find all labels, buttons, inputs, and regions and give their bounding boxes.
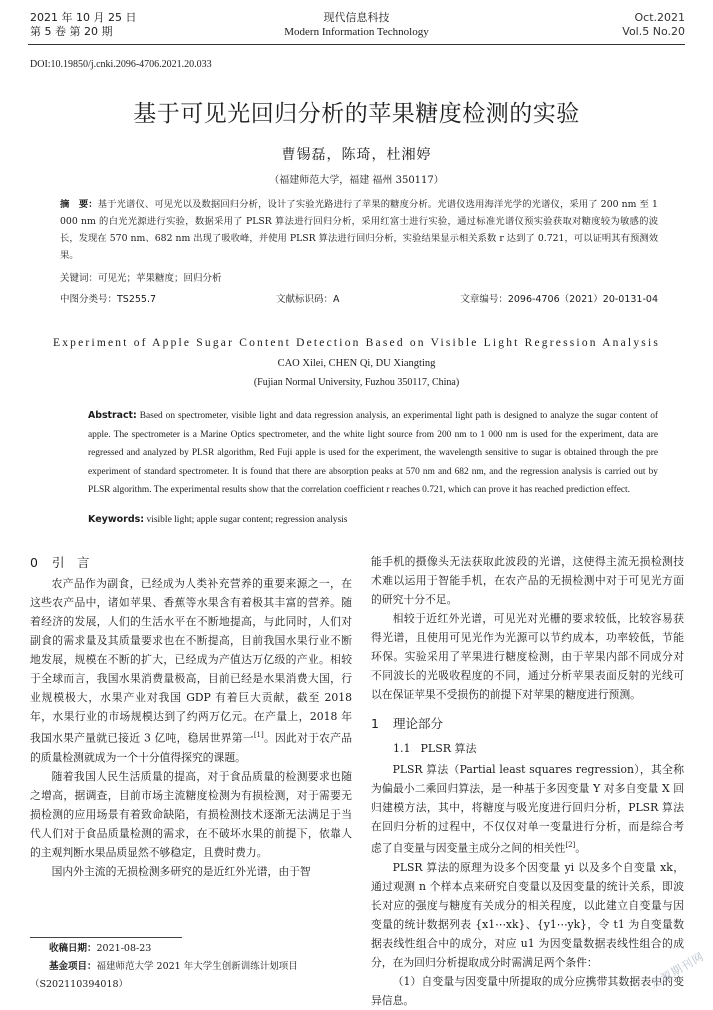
- document-code: 文献标识码：A: [276, 294, 340, 305]
- header-right: [622, 11, 685, 39]
- affiliation-cn: （福建师范大学，福建 福州 350117）: [269, 175, 444, 186]
- journal-name-cn: 现代信息科技: [323, 11, 390, 24]
- section-1-1-number: 1.1: [393, 742, 411, 755]
- abstract-en-label: Abstract:: [88, 410, 137, 421]
- intro-paragraph-4: 相较于近红外光谱，可见光对光栅的要求较低，比较容易获得光谱，且使用可见光作为光源可以节约成本，功率较低，节能环保。实验采用了苹果进行糖度检测，由于苹果内部不同成分对不同波长的光吸收程度的不同，通过分析苹果表面反射的光线可以在保证苹果不受损伤的前提下对苹果的糖度进行预测。: [371, 612, 684, 701]
- header-issue-cn: 第 5 卷 第 20 期: [30, 25, 113, 38]
- left-column: [30, 574, 352, 881]
- keywords-cn: [60, 270, 222, 284]
- plsr-paragraph-2: PLSR 算法的原理为设多个因变量 yi 以及多个自变量 xk，通过观测 n 个样本点来研究自变量以及因变量的统计关系，即波长对应的强度与糖度有关成分的相关程度，以此建立自变量与因变量的统计数据列表 {x1⋯xk}、{y1⋯yk}，令 t1 为自变量数据表线性组合中的成分，对应 u1 为因变量数据表线性组合的成分，在为回归分析提取成分时需满足两个条件：: [371, 860, 684, 969]
- section-0-heading: [30, 553, 89, 571]
- paper-title-en: Experiment of Apple Sugar Content Detection Based on Visible Light Regression Analysis: [52, 337, 661, 349]
- doi: DOI:10.19850/j.cnki.2096-4706.2021.20.033: [30, 59, 212, 70]
- abstract-en: [88, 407, 658, 500]
- journal-name-en: Modern Information Technology: [284, 26, 429, 38]
- affiliation-en: (Fujian Normal University, Fuzhou 350117, China): [253, 377, 460, 388]
- received-label: 收稿日期：: [49, 943, 97, 954]
- header-date-en: Oct.2021: [634, 11, 685, 24]
- header-rule: [28, 44, 685, 45]
- keywords-cn-label: 关键词：: [60, 273, 99, 284]
- footnote-rule: [30, 937, 182, 938]
- header-left: [30, 11, 136, 39]
- footnote-fund: [30, 958, 352, 994]
- paper-title-cn: 基于可见光回归分析的苹果糖度检测的实验: [133, 101, 580, 127]
- keywords-cn-text: 可见光；苹果糖度；回归分析: [98, 273, 222, 284]
- footnote-received: [30, 940, 352, 958]
- section-1-heading: [371, 714, 684, 733]
- header-center: [230, 11, 483, 39]
- fund-text: 福建师范大学 2021 年大学生创新训练计划项目（S202110394018）: [30, 961, 298, 990]
- abstract-en-text: Based on spectrometer, visible light and data regression analysis, an experimental light path is designed to analyze the sugar content of apple. The spectrometer is a Marine Optics spectrometer, and the white light source from 200 nm to 1 000 nm is used for the experiment, data are regressed and analyzed by PLSR algorithm, Red Fuji apple is used for the experiment, the wavelength sensitive to sugar is obtained through the pre experiment of standard spectrometer. It is found that there are absorption peaks at 570 nm and 682 nm, and the regression analysis is carried out by PLSR algorithm. The experimental results show that the correlation coefficient r reaches 0.721, which can prove it has reached prediction effect.: [88, 411, 659, 495]
- authors-cn: 曹锡磊，陈琦，杜湘婷: [281, 147, 432, 163]
- citation-1: [1]: [253, 731, 264, 739]
- watermark-logo: 龙源期刊网: [648, 949, 707, 992]
- header-date-cn: 2021 年 10 月 25 日: [30, 11, 137, 24]
- section-0-title: 引 言: [51, 555, 90, 570]
- intro-paragraph-3-cont: 能手机的摄像头无法获取此波段的光谱，这使得主流无损检测技术难以运用于智能手机，在农产品的无损检测中对于可见光方面的研究十分不足。: [371, 555, 684, 606]
- abstract-cn: [60, 196, 658, 264]
- article-number: 文章编号：2096-4706（2021）20-0131-04: [460, 294, 658, 305]
- clc-number: 中图分类号：TS255.7: [60, 294, 157, 305]
- authors-en: CAO Xilei, CHEN Qi, DU Xiangting: [277, 358, 436, 369]
- section-0-number: 0: [30, 555, 38, 570]
- fund-label: 基金项目：: [49, 961, 97, 972]
- intro-paragraph-1: 农产品作为副食，已经成为人类补充营养的重要来源之一，在这些农产品中，诸如苹果、香蕉等水果含有着极其丰富的营养。随着经济的发展，人们的生活水平在不断地提高，与此同时，人们对副食的需求量及其质量要求也在不断提高，目前我国水果行业不断地发展，规模在不断的扩大，已经成为产值达万亿级的产业。相较于全球而言，我国水果消费量极高，目前已经是水果消费大国，行业规模极大，水果产业对我国 GDP 有着巨大贡献，截至 2018 年，水果行业的市场规模达到了约两万亿元。在产量上，2018 年我国水果产量就已接近 3 亿吨，稳居世界第一[1]。因此对于农产品的质量检测就成为一个十分值得探究的课题。: [30, 577, 353, 764]
- received-date: 2021-08-23: [96, 943, 152, 954]
- abstract-cn-text: 基于光谱仪、可见光以及数据回归分析，设计了实验光路进行了苹果的糖度分析。光谱仪选用海洋光学的光谱仪，采用了 200 nm 至 1 000 nm 的白光光源进行实验，数据采用了 PLSR 算法进行回归分析，采用红富士进行实验，通过标准光谱仪预实验获取对糖度较为敏感的波长，发现在 570 nm、682 nm 出现了吸收峰，并使用 PLSR 算法进行回归分析，实验结果显示相关系数 r 达到了 0.721，可以证明其有预测效果。: [60, 199, 658, 261]
- section-1-1-title: PLSR 算法: [420, 742, 477, 755]
- plsr-paragraph-1: PLSR 算法（Partial least squares regression），其全称为偏最小二乘回归算法，是一种基于多因变量 Y 对多自变量 X 回归建模方法，其中，将糖度与吸光度进行回归分析，PLSR 算法在回归分析的过程中，不仅仅对单一变量进行分析，而是综合考虑了自变量与因变量主成分之间的相关性[2]。: [371, 763, 684, 855]
- section-1-1-heading: [371, 739, 684, 758]
- right-column: [371, 552, 684, 1010]
- keywords-en: [88, 514, 348, 525]
- citation-2: [2]: [565, 841, 576, 849]
- intro-paragraph-3: 国内外主流的无损检测多研究的是近红外光谱，由于智: [51, 864, 311, 878]
- section-1-title: 理论部分: [392, 716, 443, 731]
- abstract-cn-label: 摘 要：: [60, 199, 98, 210]
- intro-paragraph-2: 随着我国人民生活质量的提高，对于食品质量的检测要求也随之增高，据调查，目前市场主流糖度检测为有损检测，对于需要无损检测的应用场景有着致命缺陷，有损检测技术逐渐无法满足于当代人们对于食品质量检测的需求，在不破坏水果的前提下，依靠人的主观判断水果品质显然不够稳定，且费时费力。: [30, 769, 352, 859]
- keywords-en-label: Keywords:: [88, 514, 145, 525]
- plsr-paragraph-3: （1）自变量与因变量中所提取的成分应携带其数据表中的变异信息。: [371, 974, 684, 1007]
- section-1-number: 1: [371, 716, 379, 731]
- keywords-en-text: visible light; apple sugar content; regression analysis: [146, 515, 348, 525]
- header-issue-en: Vol.5 No.20: [622, 25, 685, 38]
